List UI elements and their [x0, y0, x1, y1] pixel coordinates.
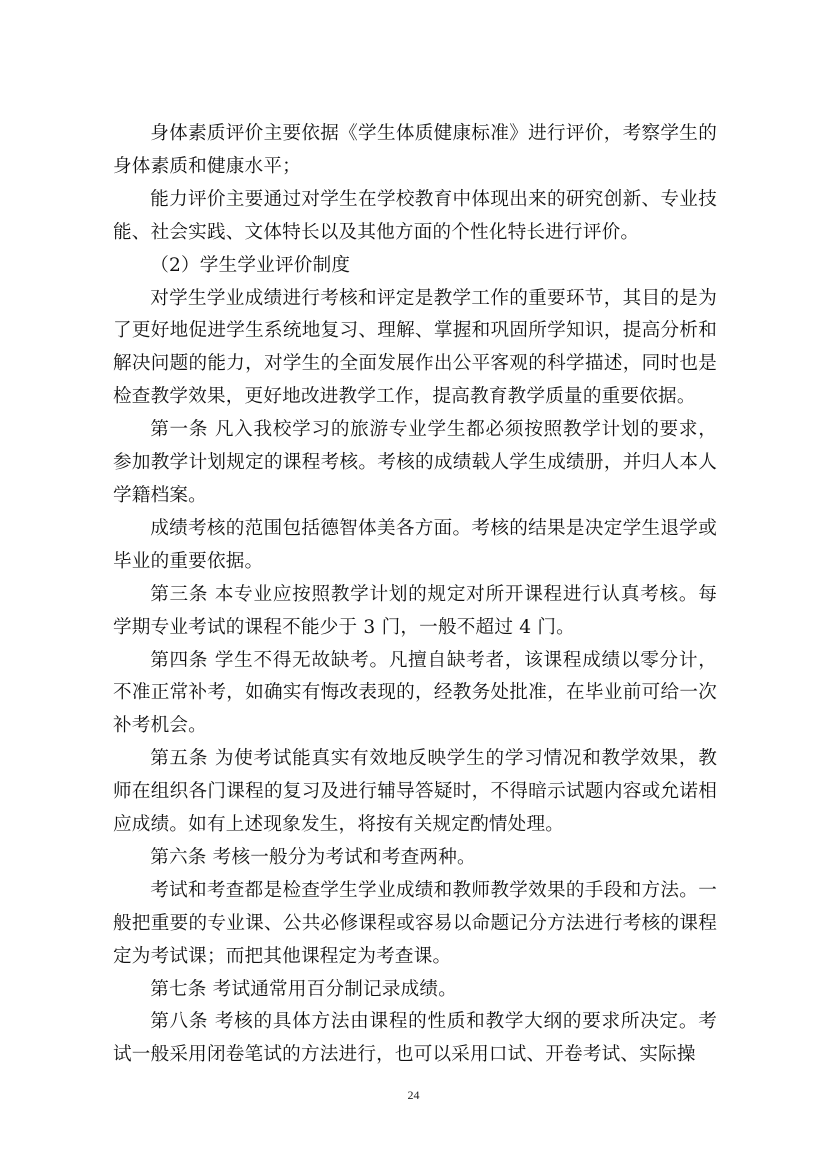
paragraph-article-1: 第一条 凡入我校学习的旅游专业学生都必须按照教学计划的要求，参加教学计划规定的课程考核。考核的成绩载人学生成绩册，并归人本人学籍档案。: [113, 419, 717, 506]
paragraph-article-3: 第三条 本专业应按照教学计划的规定对所开课程进行认真考核。每学期专业考试的课程不能少于 3 门，一般不超过 4 门。: [113, 583, 717, 638]
paragraph-ability-evaluation: 能力评价主要通过对学生在学校教育中体现出来的研究创新、专业技能、社会实践、文体特长以及其他方面的个性化特长进行评价。: [113, 188, 717, 243]
section-heading-academic-evaluation: （2）学生学业评价制度: [150, 254, 351, 276]
page-number: 24: [407, 1088, 420, 1102]
paragraph-physical-evaluation: 身体素质评价主要依据《学生体质健康标准》进行评价，考察学生的身体素质和健康水平；: [113, 123, 717, 177]
paragraph-assessment-scope: 成绩考核的范围包括德智体美各方面。考核的结果是决定学生退学或毕业的重要依据。: [113, 517, 717, 572]
paragraph-article-6: 第六条 考核一般分为考试和考查两种。: [150, 846, 476, 868]
paragraph-article-8: 第八条 考核的具体方法由课程的性质和教学大纲的要求所决定。考试一般采用闭卷笔试的方法进行，也可以采用口试、开卷考试、实际操: [113, 1011, 717, 1066]
body-text: [113, 118, 717, 1072]
paragraph-exam-and-check: 考试和考查都是检查学生学业成绩和教师教学效果的手段和方法。一般把重要的专业课、公共必修课程或容易以命题记分方法进行考核的课程定为考试课；而把其他课程定为考查课。: [113, 879, 717, 967]
paragraph-article-4: 第四条 学生不得无故缺考。凡擅自缺考者，该课程成绩以零分计，不准正常补考，如确实有悔改表现的，经教务处批准，在毕业前可给一次补考机会。: [113, 649, 717, 737]
paragraph-academic-assessment-intro: 对学生学业成绩进行考核和评定是教学工作的重要环节，其目的是为了更好地促进学生系统地复习、理解、掌握和巩固所学知识，提高分析和解决问题的能力，对学生的全面发展作出公平客观的科学描述，同时也是检查教学效果，更好地改进教学工作，提高教育教学质量的重要依据。: [113, 287, 717, 408]
paragraph-article-5: 第五条 为使考试能真实有效地反映学生的学习情况和教学效果，教师在组织各门课程的复习及进行辅导答疑时，不得暗示试题内容或允诺相应成绩。如有上述现象发生，将按有关规定酌情处理。: [113, 748, 717, 836]
paragraph-article-7: 第七条 考试通常用百分制记录成绩。: [150, 978, 457, 1000]
